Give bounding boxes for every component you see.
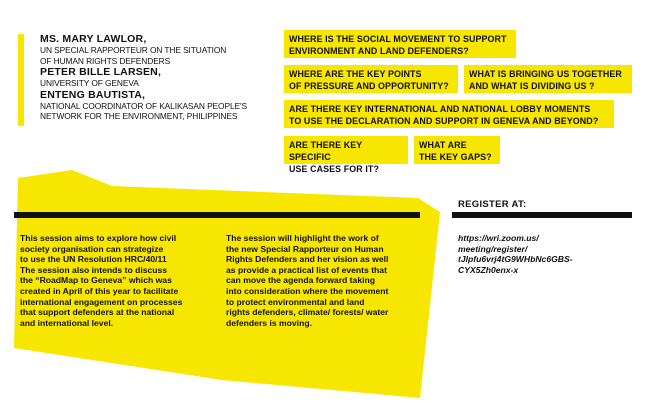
question-line: WHERE ARE THE KEY POINTS bbox=[289, 69, 422, 79]
speaker-3 bbox=[40, 89, 247, 122]
body-line: The session will highlight the work of bbox=[226, 233, 379, 243]
body-line: that support defenders at the national bbox=[20, 307, 175, 318]
registration-link[interactable] bbox=[458, 233, 608, 275]
url-line: meeting/register/ bbox=[458, 243, 528, 254]
question-box-use-cases bbox=[284, 136, 408, 174]
question-line: AND WHAT IS DIVIDING US ? bbox=[469, 81, 595, 91]
body-line: The session also intends to discuss bbox=[20, 264, 168, 275]
body-line: and international level. bbox=[20, 317, 114, 328]
body-line: international engagement on processes bbox=[20, 296, 183, 307]
body-line: This session aims to explore how civil bbox=[20, 233, 177, 243]
url-line: https://wri.zoom.us/ bbox=[458, 233, 539, 243]
speaker-name: PETER BILLE LARSEN, bbox=[40, 66, 162, 78]
register-heading: REGISTER AT: bbox=[458, 199, 527, 210]
question-line: WHAT IS BRINGING US TOGETHER bbox=[469, 69, 622, 79]
question-line: ARE THERE KEY INTERNATIONAL AND NATIONAL LOBBY MOMENTS bbox=[289, 104, 591, 114]
body-line: as provide a practical list of events that bbox=[226, 264, 387, 275]
speaker-role-line: NATIONAL COORDINATOR OF KALIKASAN PEOPLE'S bbox=[40, 100, 247, 111]
question-box-key-points bbox=[284, 65, 458, 93]
question-line: WHAT ARE bbox=[419, 140, 467, 150]
question-line: TO USE THE DECLARATION AND SUPPORT IN GENEVA AND BEYOND? bbox=[289, 116, 599, 126]
body-line: the new Special Rapporteur on Human bbox=[226, 243, 384, 254]
question-box-key-gaps bbox=[414, 136, 500, 164]
url-line: CYX5Zh0enx-x bbox=[458, 264, 519, 275]
session-description-column-1 bbox=[20, 233, 220, 328]
divider-rule-left bbox=[14, 212, 420, 218]
speaker-list bbox=[40, 33, 247, 122]
question-line: ENVIRONMENT AND LAND DEFENDERS? bbox=[289, 46, 469, 56]
body-line: rights defenders, climate/ forests/ water bbox=[226, 307, 389, 318]
body-line: can move the agenda forward taking bbox=[226, 275, 375, 286]
accent-bar bbox=[18, 34, 24, 126]
body-line: to use the UN Resolution HRC/40/11 bbox=[20, 254, 167, 265]
body-line: Rights Defenders and her vision as well bbox=[226, 254, 389, 265]
speaker-role-line: NETWORK FOR THE ENVIRONMENT, PHILIPPINES bbox=[40, 111, 238, 121]
question-box-social-movement bbox=[284, 30, 516, 58]
question-box-lobby-moments bbox=[284, 100, 614, 128]
speaker-role-line: UN SPECIAL RAPPORTEUR ON THE SITUATION bbox=[40, 45, 227, 55]
body-line: created in April of this year to facilitate bbox=[20, 285, 179, 296]
session-description-column-2 bbox=[226, 233, 416, 328]
question-line: THE KEY GAPS? bbox=[419, 152, 492, 162]
speaker-name: ENTENG BAUTISTA, bbox=[40, 88, 146, 101]
body-line: defenders is moving. bbox=[226, 317, 312, 328]
question-line: OF PRESSURE AND OPPORTUNITY? bbox=[289, 81, 449, 91]
body-line: society organisation can strategize bbox=[20, 243, 164, 254]
speaker-role-line: UNIVERSITY OF GENEVA bbox=[40, 78, 139, 88]
speaker-role-line: OF HUMAN RIGHTS DEFENDERS bbox=[40, 55, 171, 66]
url-line: tJlpfu6vrj4tG9WHbNc6GBS- bbox=[458, 254, 573, 265]
question-line: ARE THERE KEY SPECIFIC bbox=[289, 140, 363, 162]
body-line: into consideration where the movement bbox=[226, 285, 389, 296]
divider-rule-right bbox=[452, 212, 632, 218]
speaker-name: MS. MARY LAWLOR, bbox=[40, 33, 147, 45]
question-line: WHERE IS THE SOCIAL MOVEMENT TO SUPPORT bbox=[289, 34, 507, 44]
speaker-2 bbox=[40, 66, 247, 89]
question-line: USE CASES FOR IT? bbox=[289, 164, 379, 174]
speaker-1 bbox=[40, 33, 247, 66]
question-box-together-dividing bbox=[464, 65, 632, 93]
body-line: the “RoadMap to Geneva” which was bbox=[20, 275, 172, 286]
body-line: to protect environmental and land bbox=[226, 296, 365, 307]
